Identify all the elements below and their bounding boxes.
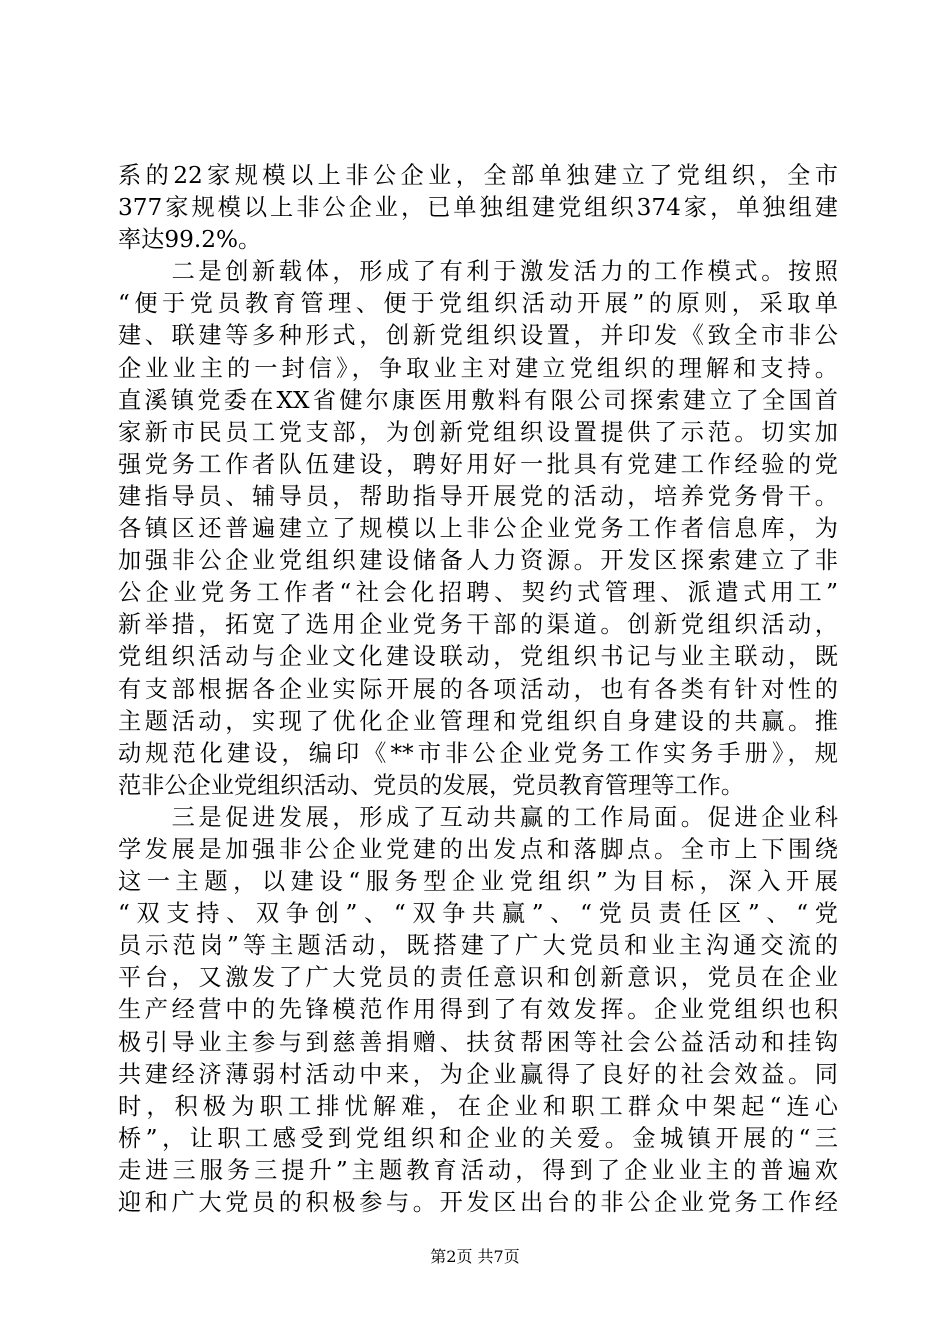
text-line: 家新市民员工党支部，为创新党组织设置提供了示范。切实加 xyxy=(118,418,838,446)
page-footer: 第2页 共7页 xyxy=(430,1247,520,1266)
text-line: 生产经营中的先锋模范作用得到了有效发挥。企业党组织也积 xyxy=(118,996,838,1024)
text-line: 走进三服务三提升”主题教育活动，得到了企业业主的普遍欢 xyxy=(118,1156,838,1184)
text-line: 各镇区还普遍建立了规模以上非公企业党务工作者信息库，为 xyxy=(118,515,838,543)
text-line: 动规范化建设，编印《**市非公企业党务工作实务手册》，规 xyxy=(118,739,838,767)
text-line: 377家规模以上非公企业，已单独组建党组织374家，单独组建 xyxy=(118,194,838,222)
text-line: 率达99.2%。 xyxy=(118,226,262,254)
text-line: 范非公企业党组织活动、党员的发展，党员教育管理等工作。 xyxy=(118,771,745,799)
text-line: 企业业主的一封信》，争取业主对建立党组织的理解和支持。 xyxy=(118,354,838,382)
text-line: 建、联建等多种形式，创新党组织设置，并印发《致全市非公 xyxy=(118,322,838,350)
text-line: 学发展是加强非公企业党建的出发点和落脚点。全市上下围绕 xyxy=(118,835,838,863)
text-line: 时，积极为职工排忧解难，在企业和职工群众中架起“连心 xyxy=(118,1092,838,1120)
text-line: 共建经济薄弱村活动中来，为企业赢得了良好的社会效益。同 xyxy=(118,1060,838,1088)
text-line: 员示范岗”等主题活动，既搭建了广大党员和业主沟通交流的 xyxy=(118,932,838,960)
body-text xyxy=(118,160,838,1219)
text-line: 主题活动，实现了优化企业管理和党组织自身建设的共赢。推 xyxy=(118,707,838,735)
text-line: 迎和广大党员的积极参与。开发区出台的非公企业党务工作经 xyxy=(118,1189,838,1216)
text-line: 强党务工作者队伍建设，聘好用好一批具有党建工作经验的党 xyxy=(118,450,838,478)
text-line: 平台，又激发了广大党员的责任意识和创新意识，党员在企业 xyxy=(118,964,838,992)
text-line: 党组织活动与企业文化建设联动，党组织书记与业主联动，既 xyxy=(118,643,838,671)
text-line: 新举措，拓宽了选用企业党务干部的渠道。创新党组织活动， xyxy=(118,611,838,639)
text-line: 系的22家规模以上非公企业，全部单独建立了党组织，全市 xyxy=(118,162,838,189)
text-line: “便于党员教育管理、便于党组织活动开展”的原则，采取单 xyxy=(118,290,838,318)
text-line: 建指导员、辅导员，帮助指导开展党的活动，培养党务骨干。 xyxy=(118,482,838,510)
text-line: 三是促进发展，形成了互动共赢的工作局面。促进企业科 xyxy=(118,803,838,831)
text-line: “双支持、双争创”、“双争共赢”、“党员责任区”、“党 xyxy=(118,900,838,928)
text-line: 二是创新载体，形成了有利于激发活力的工作模式。按照 xyxy=(118,258,838,286)
text-line: 有支部根据各企业实际开展的各项活动，也有各类有针对性的 xyxy=(118,675,838,703)
text-line: 公企业党务工作者“社会化招聘、契约式管理、派遣式用工” xyxy=(118,579,838,607)
text-line: 加强非公企业党组织建设储备人力资源。开发区探索建立了非 xyxy=(118,547,838,575)
text-line: 直溪镇党委在XX省健尔康医用敷料有限公司探索建立了全国首 xyxy=(118,386,838,414)
text-line: 桥”，让职工感受到党组织和企业的关爱。金城镇开展的“三 xyxy=(118,1124,838,1152)
text-line: 这一主题，以建设“服务型企业党组织”为目标，深入开展 xyxy=(118,868,838,896)
text-line: 极引导业主参与到慈善捐赠、扶贫帮困等社会公益活动和挂钩 xyxy=(118,1028,838,1056)
